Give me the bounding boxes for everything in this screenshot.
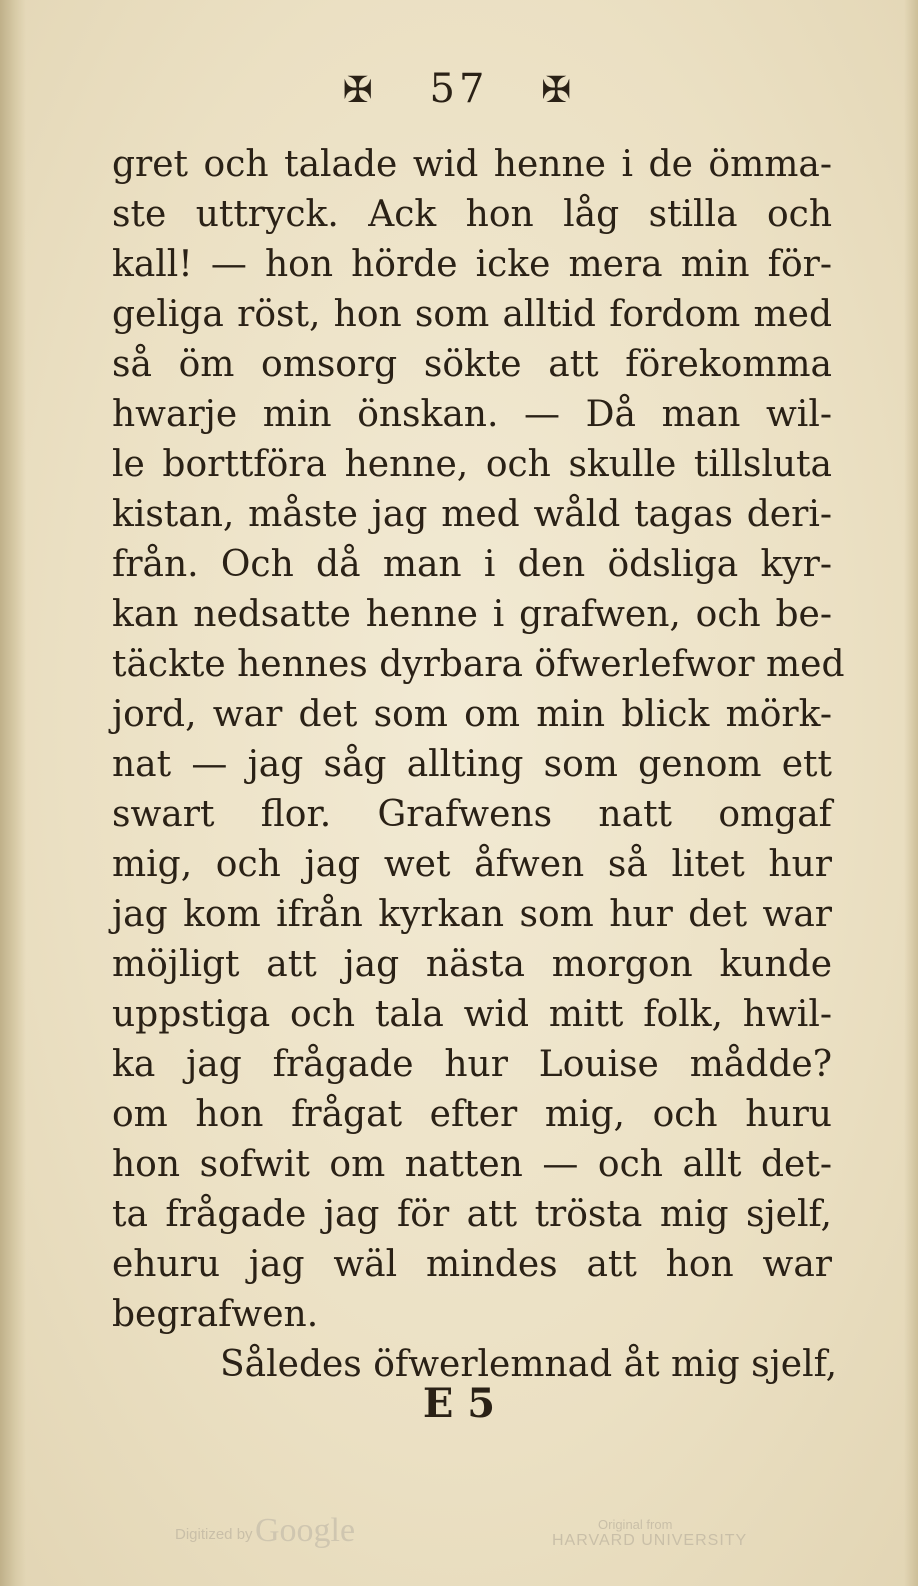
original-from-label: Original from bbox=[598, 1517, 673, 1532]
text-line: kan nedsatte henne i grafwen, och be- bbox=[112, 594, 832, 635]
text-line: täckte hennes dyrbara öfwerlefwor med bbox=[112, 644, 845, 685]
page-right-edge bbox=[904, 0, 918, 1586]
left-ornament-icon: ✠ bbox=[342, 70, 377, 111]
text-line: hwarje min önskan. — Då man wil- bbox=[112, 394, 832, 435]
text-line: från. Och då man i den ödsliga kyr- bbox=[112, 544, 832, 585]
printer-signature: E 5 bbox=[422, 1380, 496, 1427]
digitized-by-label: Digitized by bbox=[175, 1526, 253, 1543]
text-line: kall! — hon hörde icke mera min för- bbox=[112, 244, 832, 285]
institution-label: HARVARD UNIVERSITY bbox=[552, 1532, 748, 1549]
text-line: nat — jag såg allting som genom ett bbox=[112, 744, 832, 785]
page-binding-edge bbox=[0, 0, 26, 1586]
text-line: gret och talade wid henne i de ömma- bbox=[112, 144, 832, 185]
page-number: 57 bbox=[429, 66, 489, 112]
text-line: jord, war det som om min blick mörk- bbox=[112, 694, 832, 735]
google-watermark: Google bbox=[255, 1512, 356, 1549]
text-line: hon sofwit om natten — och allt det- bbox=[112, 1144, 832, 1185]
text-line: jag kom ifrån kyrkan som hur det war bbox=[112, 894, 832, 935]
text-line: kistan, måste jag med wåld tagas deri- bbox=[112, 494, 832, 535]
text-line: ta frågade jag för att trösta mig sjelf, bbox=[112, 1194, 832, 1235]
text-line: ka jag frågade hur Louise mådde? bbox=[112, 1044, 832, 1085]
page-header bbox=[0, 66, 918, 112]
text-line: swart flor. Grafwens natt omgaf bbox=[112, 794, 832, 835]
text-line: geliga röst, hon som alltid fordom med bbox=[112, 294, 832, 335]
right-ornament-icon: ✠ bbox=[541, 70, 576, 111]
text-line: så öm omsorg sökte att förekomma bbox=[112, 344, 832, 385]
text-line: ehuru jag wäl mindes att hon war bbox=[112, 1244, 832, 1285]
text-line: le borttföra henne, och skulle tillsluta bbox=[112, 444, 832, 485]
text-line: om hon frågat efter mig, och huru bbox=[112, 1094, 832, 1135]
text-line: begrafwen. bbox=[112, 1294, 319, 1335]
text-line: möjligt att jag nästa morgon kunde bbox=[112, 944, 832, 985]
text-line: Således öfwerlemnad åt mig sjelf, bbox=[220, 1344, 838, 1385]
text-line: mig, och jag wet åfwen så litet hur bbox=[112, 844, 832, 885]
text-line: uppstiga och tala wid mitt folk, hwil- bbox=[112, 994, 832, 1035]
body-text bbox=[112, 140, 845, 1390]
digitization-footer bbox=[0, 1512, 918, 1562]
text-line: ste uttryck. Ack hon låg stilla och bbox=[112, 194, 832, 235]
